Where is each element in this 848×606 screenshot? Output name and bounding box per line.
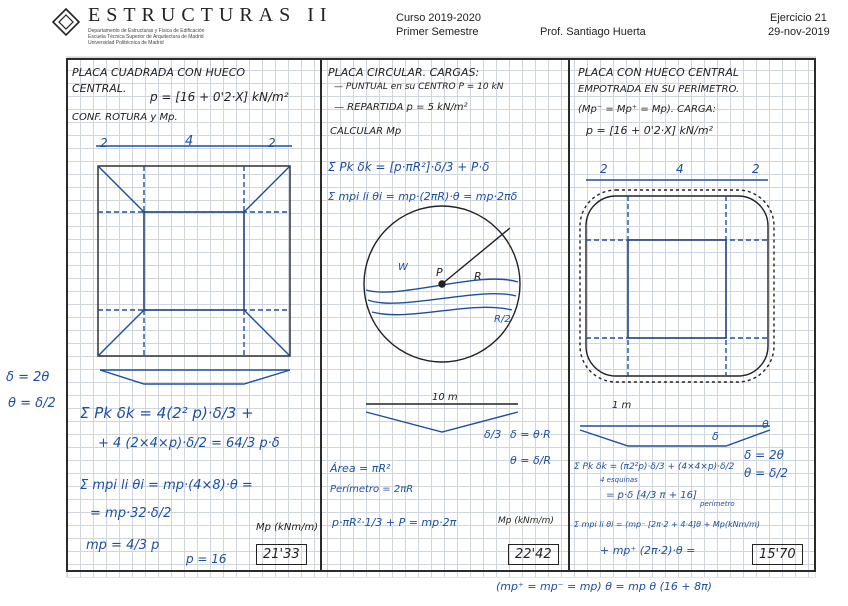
p1-load: p = [16 + 0'2·X] kN/m² bbox=[150, 90, 289, 104]
p3-title-line1: PLACA CON HUECO CENTRAL bbox=[578, 66, 740, 79]
p3-delta: δ bbox=[712, 430, 719, 443]
p3-result-box: 15'70 bbox=[752, 544, 803, 565]
p2-dim-10m: 10 m bbox=[432, 392, 458, 403]
footer-equation: (mp⁺ = mp⁻ = mp) θ = mp θ (16 + 8π) bbox=[496, 580, 712, 593]
p1-square-plate-drawing bbox=[96, 146, 292, 384]
p3-rel1: δ = 2θ bbox=[744, 448, 785, 462]
p3-title-line2: EMPOTRADA EN SU PERÍMETRO. bbox=[578, 84, 740, 95]
p1-eq3: Σ mpi li θi = mp·(4×8)·θ = bbox=[80, 478, 253, 493]
p3-dim-1m: 1 m bbox=[612, 400, 632, 411]
p1-dim-right: 2 bbox=[268, 136, 276, 150]
p2-eq1: Σ Pk δk = [p·πR²]·δ/3 + P·δ bbox=[328, 160, 490, 174]
date-label: 29-nov-2019 bbox=[768, 26, 830, 38]
p2-rel3: θ = δ/R bbox=[510, 454, 552, 467]
p1-dim-left: 2 bbox=[100, 136, 108, 150]
p2-label-w: W bbox=[398, 262, 408, 273]
p3-eq4: + mp⁺ (2π·2)·θ = bbox=[600, 544, 696, 557]
semester-label: Primer Semestre bbox=[396, 26, 479, 38]
p2-title-line2: — PUNTUAL en su CENTRO P = 10 kN bbox=[334, 82, 504, 92]
p1-eq2: + 4 (2×4×p)·δ/2 = 64/3 p·δ bbox=[98, 436, 280, 451]
p3-eq1-note: 4 esquinas bbox=[600, 476, 638, 484]
p2-rel2: δ = θ·R bbox=[510, 428, 551, 441]
p1-eq5: mp = 4/3 p bbox=[86, 538, 160, 553]
p2-result-box: 22'42 bbox=[508, 544, 559, 565]
p2-label-R: R bbox=[474, 270, 482, 283]
p3-eq1: Σ Pk δk = (π2²p)·δ/3 + (4×4×p)·δ/2 bbox=[574, 462, 735, 472]
p1-eq4: = mp·32·δ/2 bbox=[90, 506, 172, 521]
p1-eq1: Σ Pk δk = 4(2² p)·δ/3 + bbox=[80, 404, 254, 422]
university-line: Universidad Politécnica de Madrid bbox=[88, 40, 164, 46]
exercise-label: Ejercicio 21 bbox=[770, 12, 827, 24]
p2-mp-label: Mp (kNm/m) bbox=[498, 516, 554, 526]
p2-rel1: δ/3 bbox=[484, 428, 502, 441]
p3-fixed-plate-drawing bbox=[580, 180, 774, 446]
department-line: Departamento de Estructuras y Física de Edificación bbox=[88, 28, 205, 34]
course-label: Curso 2019-2020 bbox=[396, 12, 482, 24]
p1-dim-mid: 4 bbox=[185, 134, 194, 149]
p1-mp-label: Mp (kNm/m) bbox=[256, 522, 319, 533]
p2-area: Área = πR² bbox=[330, 462, 391, 475]
p2-calc: CALCULAR Mp bbox=[330, 126, 402, 137]
p2-eq2: Σ mpi li θi = mp·(2πR)·θ = mp·2πδ bbox=[328, 190, 518, 203]
p1-p-value: p = 16 bbox=[186, 552, 227, 566]
p3-load: p = [16 + 0'2·X] kN/m² bbox=[586, 124, 713, 137]
p3-dim-right: 2 bbox=[752, 162, 760, 176]
p3-rel2: θ = δ/2 bbox=[744, 466, 789, 480]
p2-title-line3: — REPARTIDA p = 5 kN/m² bbox=[334, 102, 468, 113]
p1-title-line1: PLACA CUADRADA CON HUECO bbox=[72, 66, 246, 79]
p1-result-box: 21'33 bbox=[256, 544, 307, 565]
p3-eq3: Σ mpi li θi = (mp⁻ [2π·2 + 4·4]θ + Mp(kNm/m) bbox=[574, 520, 760, 529]
p2-label-P: P bbox=[436, 266, 443, 279]
p3-dim-left: 2 bbox=[600, 162, 608, 176]
p2-perimeter: Perímetro = 2πR bbox=[330, 484, 414, 495]
margin-note-theta: θ = δ/2 bbox=[8, 396, 56, 411]
brand-title: ESTRUCTURAS II bbox=[88, 4, 333, 26]
school-line: Escuela Técnica Superior de Arquitectura de Madrid bbox=[88, 34, 204, 40]
p3-title-line3: (Mp⁻ = Mp⁺ = Mp). CARGA: bbox=[578, 104, 717, 115]
p2-title-line1: PLACA CIRCULAR. CARGAS: bbox=[328, 66, 480, 79]
p3-eq2-note: perímetro bbox=[700, 500, 735, 508]
p2-eq3: p·πR²·1/3 + P = mp·2π bbox=[332, 516, 457, 529]
p3-dim-mid: 4 bbox=[676, 162, 684, 176]
p2-label-R2: R/2 bbox=[494, 314, 511, 325]
p3-theta: θ bbox=[762, 418, 769, 431]
p2-circular-plate-drawing bbox=[364, 206, 520, 432]
p1-title-line2: CENTRAL. bbox=[72, 82, 127, 95]
p1-conf: CONF. ROTURA y Mp. bbox=[72, 112, 178, 123]
p3-eq2: = p·δ [4/3 π + 16] bbox=[606, 490, 697, 501]
professor-label: Prof. Santiago Huerta bbox=[540, 26, 646, 38]
margin-note-delta: δ = 2θ bbox=[6, 370, 50, 385]
